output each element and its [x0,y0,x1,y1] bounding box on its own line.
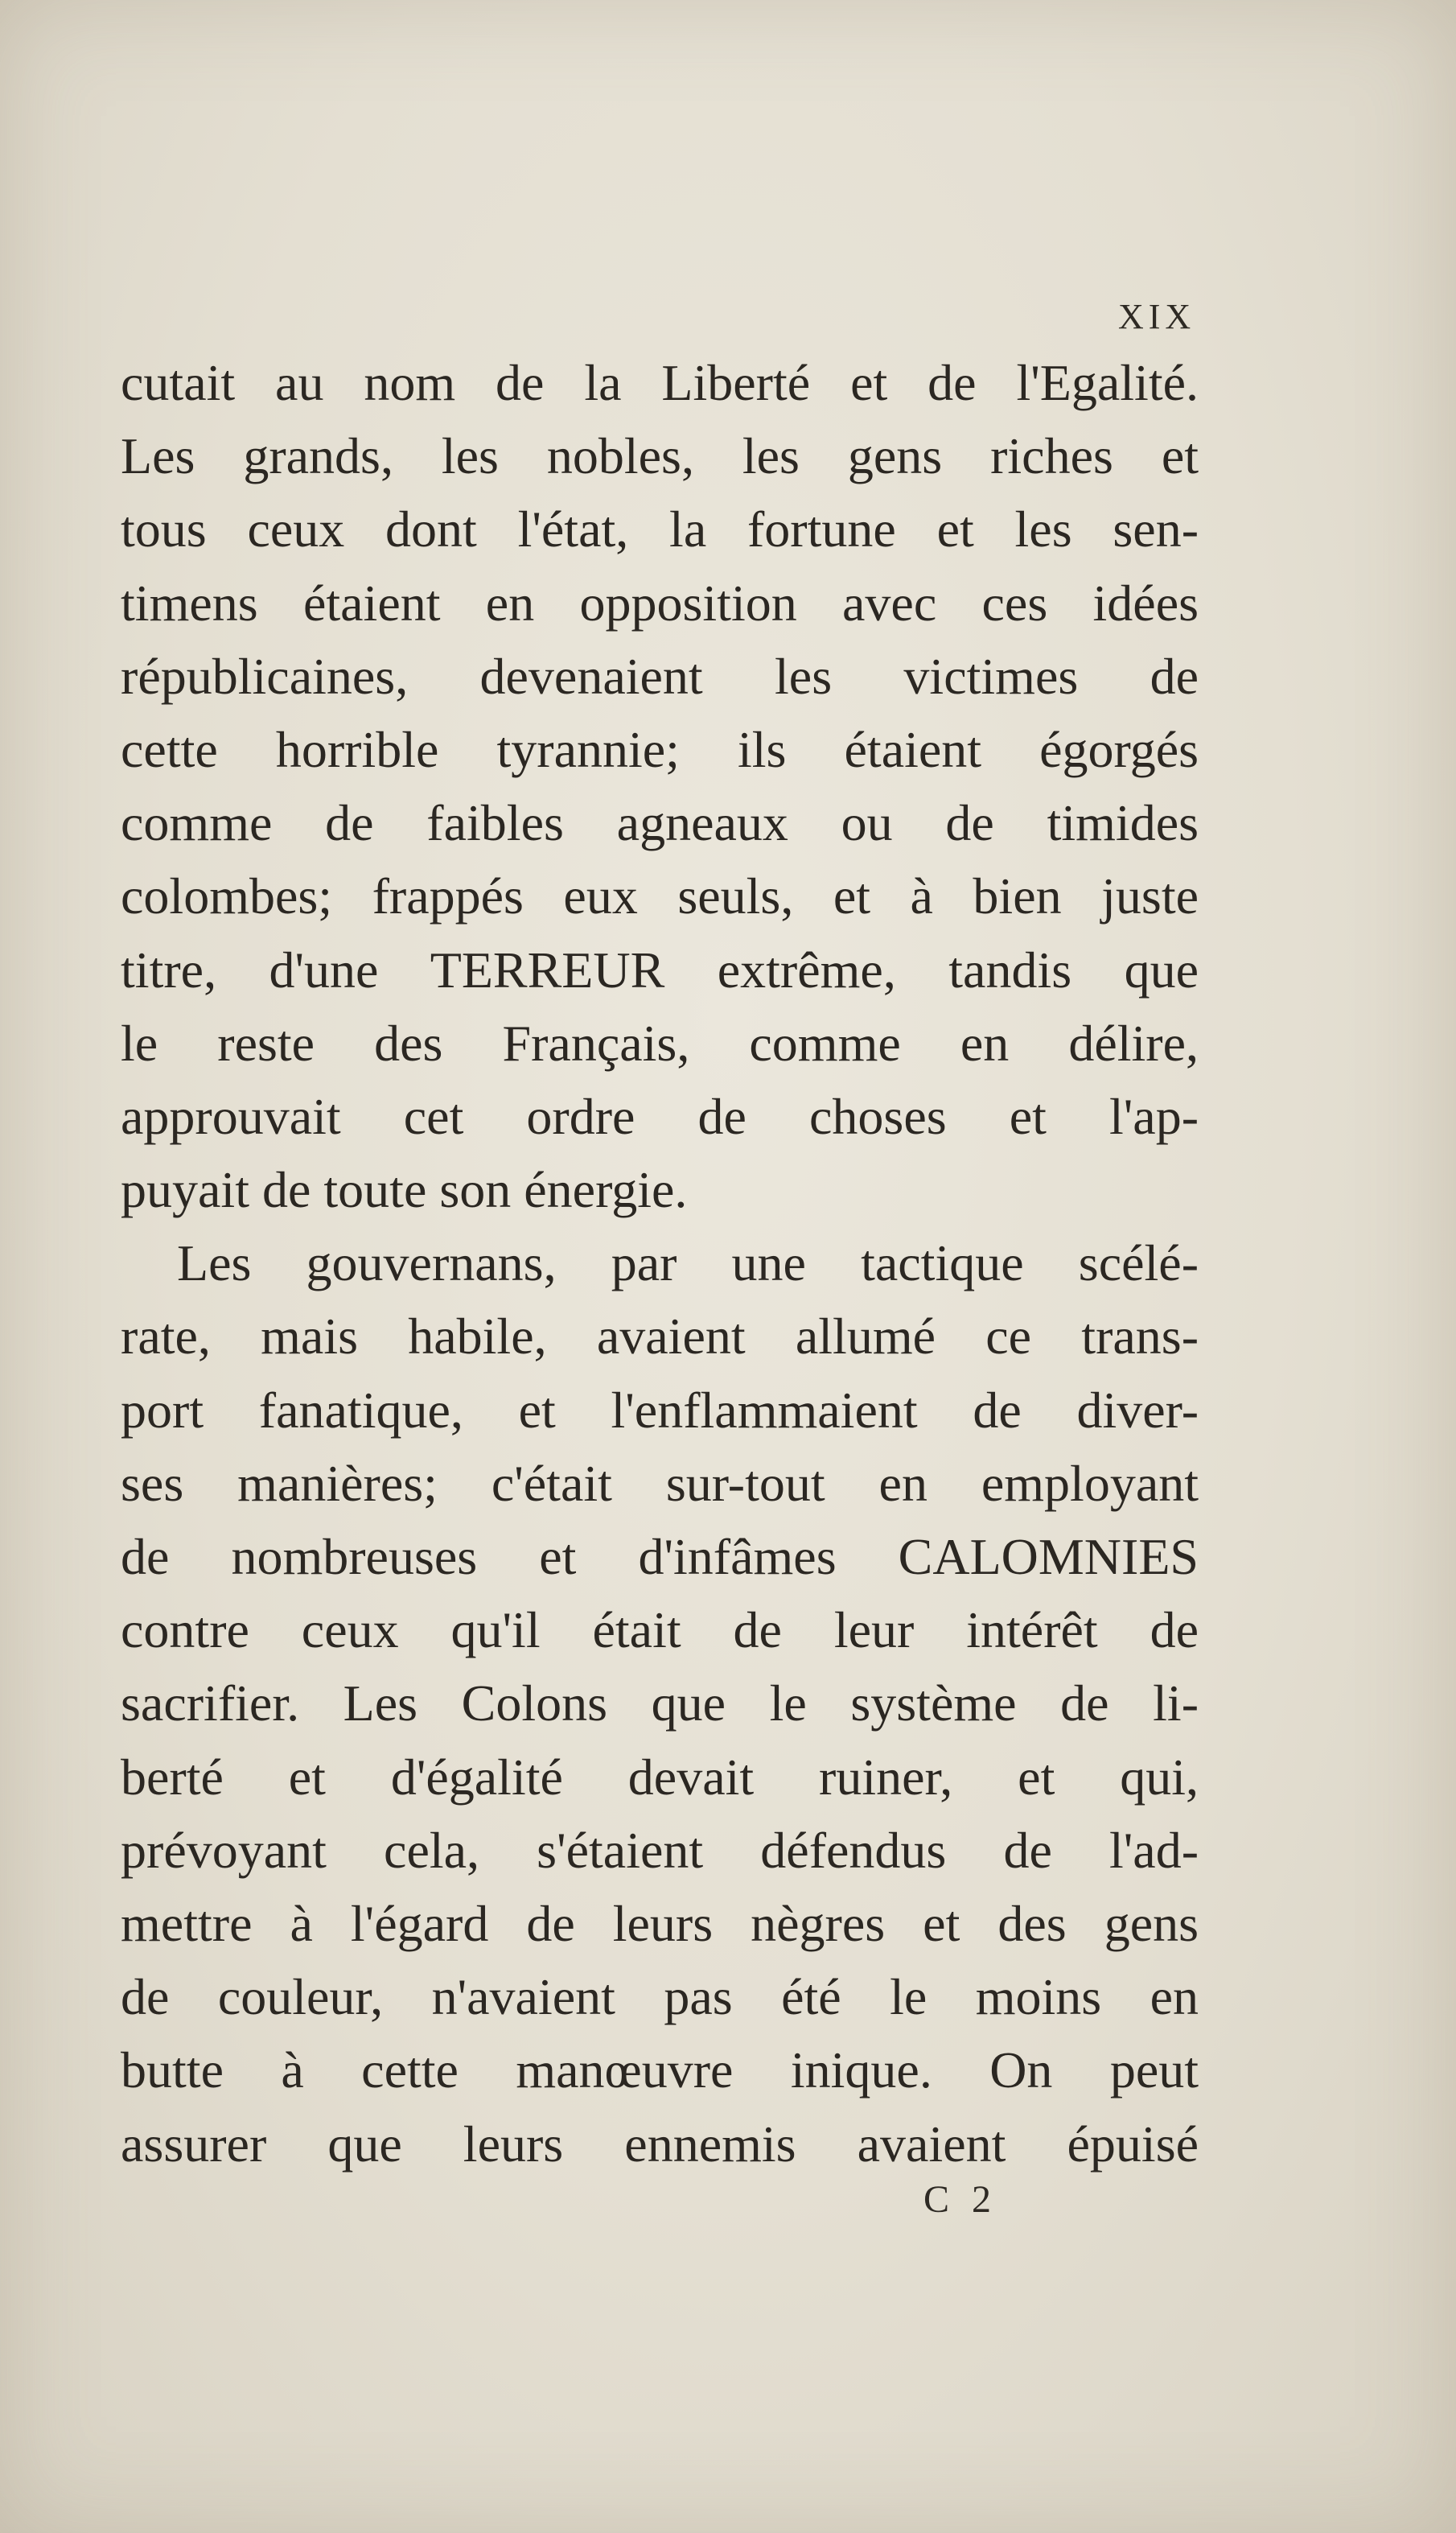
signature-mark: C 2 [923,2178,998,2221]
text-line: de couleur, n'avaient pas été le moins en [121,1968,1199,2026]
text-line: puyait de toute son énergie. [121,1161,688,1219]
text-line: berté et d'égalité devait ruiner, et qui, [121,1748,1199,1806]
text-line: titre, d'une TERREUR extrême, tandis que [121,941,1199,999]
text-line: ses manières; c'était sur-tout en employant [121,1454,1199,1512]
text-line: de nombreuses et d'infâmes CALOMNIES [121,1528,1199,1585]
page-number: XIX [1118,297,1196,336]
text-line: républicaines, devenaient les victimes de [121,647,1199,705]
text-line: rate, mais habile, avaient allumé ce trans- [121,1308,1199,1365]
text-line: cutait au nom de la Liberté et de l'Egalité. [121,354,1199,411]
text-line: butte à cette manœuvre inique. On peut [121,2041,1199,2099]
text-line: le reste des Français, comme en délire, [121,1014,1199,1072]
text-line: Les grands, les nobles, les gens riches et [121,427,1199,485]
text-line: approuvait cet ordre de choses et l'ap- [121,1087,1199,1145]
text-line: colombes; frappés eux seuls, et à bien juste [121,867,1199,925]
text-line: tous ceux dont l'état, la fortune et les sen- [121,500,1199,558]
text-line: cette horrible tyrannie; ils étaient égorgés [121,720,1199,778]
text-line: timens étaient en opposition avec ces idées [121,574,1199,632]
text-line: prévoyant cela, s'étaient défendus de l'ad- [121,1821,1199,1879]
text-line: contre ceux qu'il était de leur intérêt de [121,1601,1199,1659]
text-line: port fanatique, et l'enflammaient de diver- [121,1381,1199,1439]
text-line: comme de faibles agneaux ou de timides [121,794,1199,852]
text-line: sacrifier. Les Colons que le système de li- [121,1674,1199,1732]
body-text [121,346,1199,2181]
text-line: mettre à l'égard de leurs nègres et des gens [121,1894,1199,1952]
text-line: assurer que leurs ennemis avaient épuisé [121,2115,1199,2173]
text-line: Les gouvernans, par une tactique scélé- [177,1234,1199,1292]
